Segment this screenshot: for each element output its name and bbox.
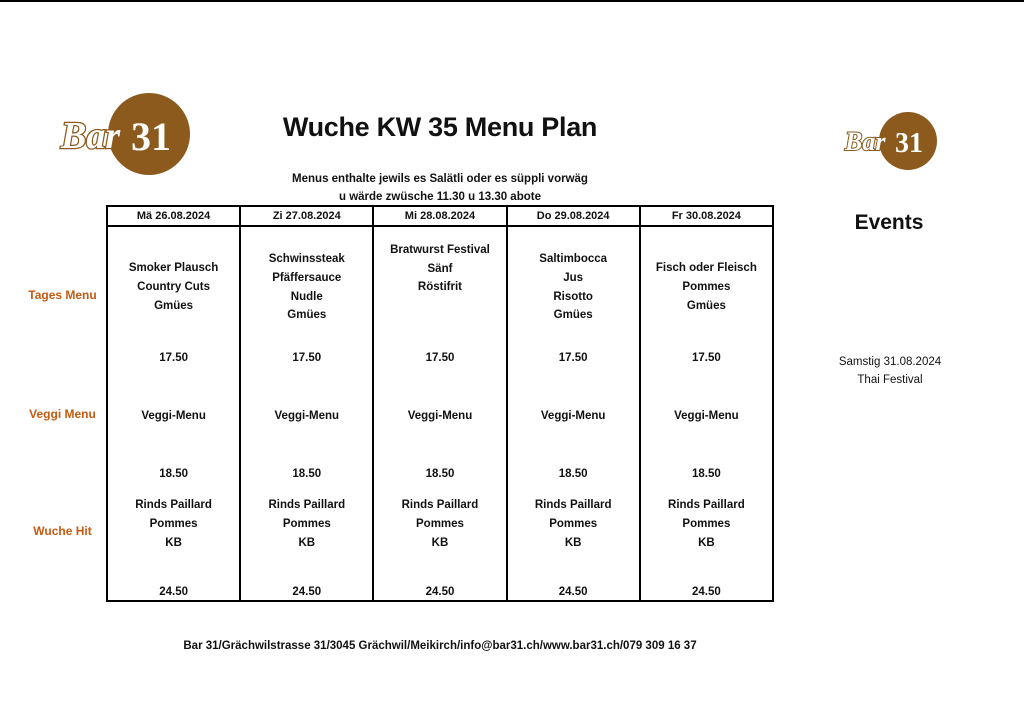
tages-menu-item: Gmües	[154, 300, 194, 312]
event-name: Thai Festival	[857, 374, 923, 386]
tages-menu-price: 17.50	[558, 352, 588, 364]
tages-menu-item: Gmües	[553, 309, 593, 321]
wuche-hit-item: KB	[698, 537, 715, 549]
menu-plan-table	[106, 205, 774, 602]
top-border-line	[0, 0, 1024, 2]
day-column	[640, 226, 773, 601]
day-column	[240, 226, 373, 601]
tages-menu-item: Risotto	[553, 291, 593, 303]
row-label-veggi-menu: Veggi Menu	[29, 407, 96, 421]
tages-menu-item: Nudle	[290, 291, 323, 303]
tages-menu-item: Country Cuts	[137, 281, 211, 293]
veggi-menu-price: 18.50	[558, 468, 588, 480]
wuche-hit-item: KB	[431, 537, 449, 549]
veggi-menu-price: 18.50	[159, 468, 188, 480]
veggi-menu-item: Veggi-Menu	[141, 410, 206, 422]
bar31-logo-left	[55, 90, 195, 178]
wuche-hit-item: Rinds Paillard	[534, 499, 612, 511]
wuche-hit-item: Pommes	[282, 518, 331, 530]
tages-menu-price: 17.50	[159, 352, 188, 364]
wuche-hit-price: 24.50	[292, 586, 322, 598]
tages-menu-item: Fisch oder Fleisch	[655, 262, 757, 274]
wuche-hit-item: Pommes	[416, 518, 464, 530]
wuche-hit-item: Pommes	[682, 518, 731, 530]
tages-menu-item: Pommes	[682, 281, 731, 293]
events-heading: Events	[854, 211, 924, 234]
event-entry	[810, 353, 970, 389]
tages-menu-price: 17.50	[691, 352, 721, 364]
event-date: Samstig 31.08.2024	[838, 356, 942, 368]
tages-menu-item: Röstifrit	[417, 281, 463, 293]
tages-menu-item: Sänf	[427, 263, 453, 275]
veggi-menu-item: Veggi-Menu	[407, 410, 473, 422]
day-header: Zi 27.08.2024	[240, 206, 373, 226]
tages-menu-item: Jus	[563, 272, 584, 284]
day-header: Fr 30.08.2024	[640, 206, 773, 226]
day-header: Mä 26.08.2024	[107, 206, 240, 226]
tages-menu-item: Pfäffersauce	[272, 272, 342, 284]
tages-menu-price: 17.50	[425, 352, 455, 364]
wuche-hit-item: Pommes	[149, 518, 198, 530]
table-header-row	[107, 206, 773, 226]
footer-contact-line: Bar 31/Grächwilstrasse 31/3045 Grächwil/Meikirch/info@bar31.ch/www.bar31.ch/079 309 16 37	[183, 640, 697, 652]
wuche-hit-item: Rinds Paillard	[401, 499, 479, 511]
veggi-menu-price: 18.50	[292, 468, 322, 480]
subtitle-line-2: u wärde zwüsche 11.30 u 13.30 abote	[339, 191, 541, 203]
veggi-menu-item: Veggi-Menu	[540, 410, 606, 422]
day-column	[373, 226, 506, 601]
wuche-hit-price: 24.50	[159, 586, 188, 598]
wuche-hit-item: Pommes	[549, 518, 598, 530]
logo-text-bar: Bar	[845, 127, 886, 156]
wuche-hit-item: Rinds Paillard	[668, 499, 745, 511]
logo-text-bar: Bar	[61, 115, 121, 157]
wuche-hit-price: 24.50	[691, 586, 721, 598]
page-title: Wuche KW 35 Menu Plan	[282, 112, 598, 142]
veggi-menu-price: 18.50	[691, 468, 721, 480]
wuche-hit-item: Rinds Paillard	[135, 499, 212, 511]
veggi-menu-item: Veggi-Menu	[674, 410, 739, 422]
tages-menu-item: Schwinssteak	[268, 253, 345, 265]
day-column	[107, 226, 240, 601]
tages-menu-item: Saltimbocca	[539, 253, 608, 265]
tages-menu-item: Smoker Plausch	[128, 262, 219, 274]
tages-menu-price: 17.50	[292, 352, 322, 364]
tages-menu-item: Bratwurst Festival	[390, 244, 490, 256]
wuche-hit-price: 24.50	[425, 586, 455, 598]
veggi-menu-item: Veggi-Menu	[274, 410, 340, 422]
menu-subtitle	[230, 170, 650, 206]
wuche-hit-item: KB	[165, 537, 182, 549]
logo-text-number: 31	[895, 128, 923, 159]
table-row	[107, 226, 773, 601]
row-label-tages-menu: Tages Menu	[28, 288, 97, 302]
wuche-hit-price: 24.50	[558, 586, 588, 598]
tages-menu-item: Gmües	[686, 300, 726, 312]
day-header: Mi 28.08.2024	[373, 206, 506, 226]
wuche-hit-item: KB	[564, 537, 582, 549]
veggi-menu-price: 18.50	[425, 468, 455, 480]
day-column	[507, 226, 640, 601]
row-label-wuche-hit: Wuche Hit	[33, 524, 92, 538]
bar31-logo-right	[842, 111, 942, 171]
wuche-hit-item: Rinds Paillard	[268, 499, 346, 511]
day-header: Do 29.08.2024	[507, 206, 640, 226]
logo-text-number: 31	[131, 114, 171, 159]
subtitle-line-1: Menus enthalte jewils es Salätli oder es süppli vorwäg	[292, 173, 588, 185]
wuche-hit-item: KB	[298, 537, 316, 549]
tages-menu-item: Gmües	[287, 309, 327, 321]
